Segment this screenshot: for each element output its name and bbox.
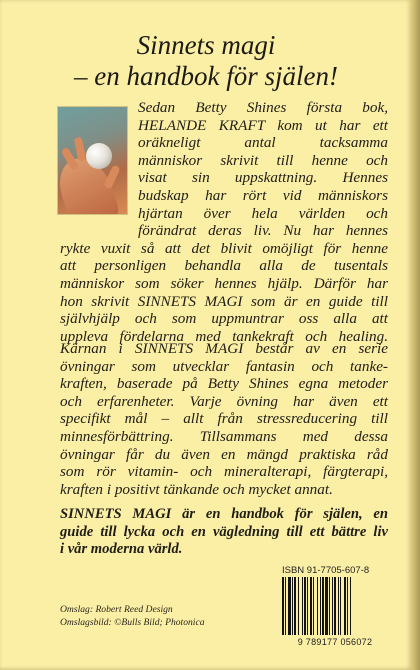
title-line-1: Sinnets magi — [136, 30, 276, 60]
credit-photo: Omslagsbild: ©Bulls Bild; Photonica — [60, 617, 205, 628]
spine-edge — [412, 0, 420, 670]
text-line: att personligen behandla alla de tusentals — [60, 257, 388, 275]
barcode-number: 9 789177 056072 — [297, 637, 373, 647]
credit-design: Omslag: Robert Reed Design — [60, 604, 173, 615]
title-line-2: – en handbok för själen! — [74, 61, 338, 91]
barcode — [282, 577, 390, 635]
isbn-label: ISBN 91-7705-607-8 — [282, 565, 370, 576]
text-line: övningar som utvecklar fantasin och tanke- — [60, 357, 388, 375]
text-line: hjärtan över hela världen och — [138, 204, 388, 222]
text-line: specifikt mål – allt från stressreducering till — [60, 410, 388, 428]
text-line: i vår moderna värld. — [60, 541, 183, 558]
text-line: visat sin uppskattning. Hennes — [138, 169, 388, 187]
paragraph-intro — [60, 99, 388, 345]
text-line: och erfarenheter. Varje övning har även ett — [60, 392, 388, 410]
text-line: övningar får du även en mängd praktiska råd — [60, 445, 388, 463]
cover-photo-hand-with-orb — [58, 107, 127, 214]
paragraph-summary — [60, 506, 388, 559]
text-line: hon skrivit SINNETS MAGI som är en guide till — [60, 292, 388, 310]
text-line: kraften i positivt tänkande och mycket annat. — [60, 480, 333, 498]
text-line: självhjälp och som uppmuntrar oss alla att — [60, 310, 388, 328]
text-line: oräkneligt antal tacksamma — [138, 134, 388, 152]
text-line: uppleva fördelarna med tankekraft och healing. — [60, 327, 388, 345]
barcode-gap — [351, 577, 352, 635]
crystal-orb — [86, 143, 112, 169]
text-line: Kärnan i SINNETS MAGI består av en serie — [60, 340, 388, 357]
text-line: guide till lycka och en vägledning till ett bättre liv — [60, 523, 388, 540]
text-line: budskap har rört vid människors — [138, 186, 388, 204]
text-line: SINNETS MAGI är en handbok för själen, en — [60, 506, 388, 522]
text-line: människor som söker hennes hjälp. Därför har — [60, 274, 388, 292]
cover-credits — [60, 603, 205, 629]
paragraph-core — [60, 340, 388, 498]
text-line: förändrat deras liv. Nu har hennes — [138, 222, 388, 240]
text-line: Sedan Betty Shines första bok, — [138, 99, 388, 116]
text-line: HELANDE KRAFT kom ut har ett — [138, 116, 388, 134]
text-line: rykte vuxit så att det blivit omöjligt för henne — [60, 239, 388, 257]
text-line: människor skrivit till henne och — [138, 151, 388, 169]
text-line: minnesförbättring. Tillsammans med dessa — [60, 427, 388, 445]
text-line: kraften, baserade på Betty Shines egna metoder — [60, 375, 388, 393]
text-line: som rör vitamin- och mineralterapi, färgterapi, — [60, 463, 388, 481]
